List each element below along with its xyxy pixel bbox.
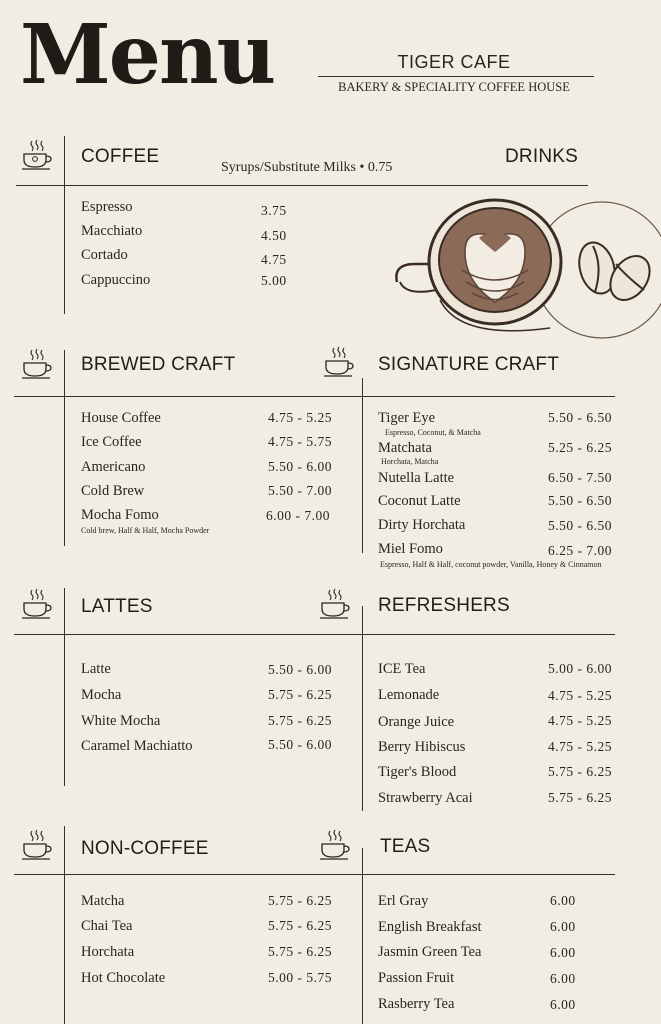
menu-item-name: English Breakfast: [378, 919, 482, 935]
menu-item-name: Macchiato: [81, 223, 143, 239]
menu-item-name: Ice Coffee: [81, 434, 142, 450]
cafe-tagline: BAKERY & SPECIALITY COFFEE HOUSE: [338, 80, 570, 94]
menu-item-name: Matcha: [81, 893, 125, 909]
menu-item-price: 5.50 - 6.50: [548, 518, 612, 533]
menu-item-name: Caramel Machiatto: [81, 738, 193, 754]
refreshers-section-title: REFRESHERS: [378, 595, 510, 616]
menu-item-price: 5.75 - 6.25: [268, 893, 332, 908]
menu-item-price: 5.75 - 6.25: [548, 790, 612, 805]
menu-item-name: Tiger Eye: [378, 410, 436, 426]
brewed-section-title: BREWED CRAFT: [81, 354, 236, 375]
menu-item-price: 5.75 - 6.25: [548, 764, 612, 779]
menu-item-price: 5.75 - 6.25: [268, 687, 332, 702]
menu-item-price: 6.00: [550, 997, 576, 1012]
menu-item-price: 5.50 - 6.00: [268, 737, 332, 752]
menu-item-name: Americano: [81, 459, 146, 475]
menu-item-name: Hot Chocolate: [81, 970, 166, 986]
menu-item-name: House Coffee: [81, 410, 161, 426]
menu-item-note: Horchata, Matcha: [381, 457, 439, 466]
menu-item-name: Chai Tea: [81, 918, 133, 934]
menu-item-price: 6.00: [550, 893, 576, 908]
menu-item-name: Strawberry Acai: [378, 790, 473, 806]
menu-title: Menu: [20, 7, 275, 103]
brewed-vertical-divider: [64, 350, 65, 546]
menu-item-price: 5.50 - 6.50: [548, 493, 612, 508]
coffee-vertical-divider: [64, 136, 65, 314]
coffee-cup-icon: [318, 587, 352, 621]
teas-header-divider: [362, 874, 615, 875]
center-vertical-divider: [362, 606, 363, 811]
center-vertical-divider: [362, 378, 363, 553]
menu-item-price: 6.00 - 7.00: [266, 508, 330, 523]
menu-item-name: Cortado: [81, 247, 128, 263]
coffee-section-title: COFFEE: [81, 146, 160, 167]
menu-item-name: Lemonade: [378, 687, 440, 703]
signature-section-title: SIGNATURE CRAFT: [378, 354, 560, 375]
menu-item-price: 5.50 - 6.00: [268, 459, 332, 474]
menu-item-price: 5.00 - 5.75: [268, 970, 332, 985]
menu-item-name: Nutella Latte: [378, 470, 455, 486]
coffee-cup-icon: [20, 828, 54, 862]
noncoffee-header-divider: [14, 874, 362, 875]
menu-item-price: 5.00 - 6.00: [548, 661, 612, 676]
menu-item-price: 4.50: [261, 228, 287, 243]
menu-item-price: 5.75 - 6.25: [268, 918, 332, 933]
menu-item-price: 4.75 - 5.25: [548, 739, 612, 754]
lattes-header-divider: [14, 634, 362, 635]
menu-item-name: Miel Fomo: [378, 541, 443, 557]
menu-item-name: Passion Fruit: [378, 970, 455, 986]
menu-item-price: 3.75: [261, 203, 287, 218]
menu-item-price: 5.50 - 7.00: [268, 483, 332, 498]
noncoffee-section-title: NON-COFFEE: [81, 838, 209, 859]
menu-item-name: Matchata: [378, 440, 432, 456]
menu-item-note: Espresso, Half & Half, coconut powder, Vanilla, Honey & Cinnamon: [380, 560, 602, 569]
syrups-note: Syrups/Substitute Milks • 0.75: [221, 160, 393, 175]
menu-item-name: Erl Gray: [378, 893, 429, 909]
teas-section-title: TEAS: [380, 836, 431, 857]
coffee-cup-icon: [20, 347, 54, 381]
menu-item-price: 4.75 - 5.75: [268, 434, 332, 449]
menu-item-name: Dirty Horchata: [378, 517, 466, 533]
lattes-section-title: LATTES: [81, 596, 153, 617]
menu-item-name: Mocha Fomo: [81, 507, 159, 523]
signature-header-divider: [362, 396, 615, 397]
menu-item-name: Tiger's Blood: [378, 764, 457, 780]
coffee-cup-icon: [20, 138, 54, 172]
lattes-vertical-divider: [64, 588, 65, 786]
coffee-cup-icon: [20, 587, 54, 621]
menu-item-name: Cappuccino: [81, 272, 151, 288]
menu-item-price: 4.75: [261, 252, 287, 267]
menu-item-price: 4.75 - 5.25: [548, 713, 612, 728]
menu-item-price: 6.50 - 7.50: [548, 470, 612, 485]
menu-item-price: 4.75 - 5.25: [268, 410, 332, 425]
coffee-cup-icon: [318, 828, 352, 862]
menu-item-price: 6.00: [550, 945, 576, 960]
latte-art-cup-illustration: [392, 190, 661, 345]
header-divider: [318, 76, 594, 77]
menu-item-price: 6.25 - 7.00: [548, 543, 612, 558]
menu-item-price: 4.75 - 5.25: [548, 688, 612, 703]
coffee-header-divider: [16, 185, 588, 186]
menu-item-name: Horchata: [81, 944, 135, 960]
coffee-cup-icon: [322, 345, 356, 379]
menu-item-name: Mocha: [81, 687, 122, 703]
menu-item-name: White Mocha: [81, 713, 161, 729]
drinks-title: DRINKS: [505, 146, 578, 167]
refreshers-header-divider: [362, 634, 615, 635]
brewed-header-divider: [14, 396, 362, 397]
menu-item-price: 6.00: [550, 919, 576, 934]
menu-item-name: Orange Juice: [378, 714, 455, 730]
menu-item-price: 5.00: [261, 273, 287, 288]
menu-item-name: Coconut Latte: [378, 493, 461, 509]
menu-item-name: Latte: [81, 661, 111, 677]
menu-item-price: 5.50 - 6.50: [548, 410, 612, 425]
menu-item-name: Espresso: [81, 199, 133, 215]
menu-item-name: Berry Hibiscus: [378, 739, 466, 755]
menu-item-price: 5.75 - 6.25: [268, 713, 332, 728]
menu-item-name: Rasberry Tea: [378, 996, 455, 1012]
noncoffee-vertical-divider: [64, 826, 65, 1024]
menu-item-name: Jasmin Green Tea: [378, 944, 482, 960]
menu-item-name: ICE Tea: [378, 661, 426, 677]
menu-item-note: Espresso, Coconut, & Matcha: [385, 428, 481, 437]
menu-item-price: 5.25 - 6.25: [548, 440, 612, 455]
cafe-name: TIGER CAFE: [397, 52, 511, 72]
menu-item-name: Cold Brew: [81, 483, 145, 499]
menu-item-price: 5.50 - 6.00: [268, 662, 332, 677]
menu-item-price: 6.00: [550, 971, 576, 986]
menu-item-price: 5.75 - 6.25: [268, 944, 332, 959]
menu-item-note: Cold brew, Half & Half, Mocha Powder: [81, 526, 210, 535]
